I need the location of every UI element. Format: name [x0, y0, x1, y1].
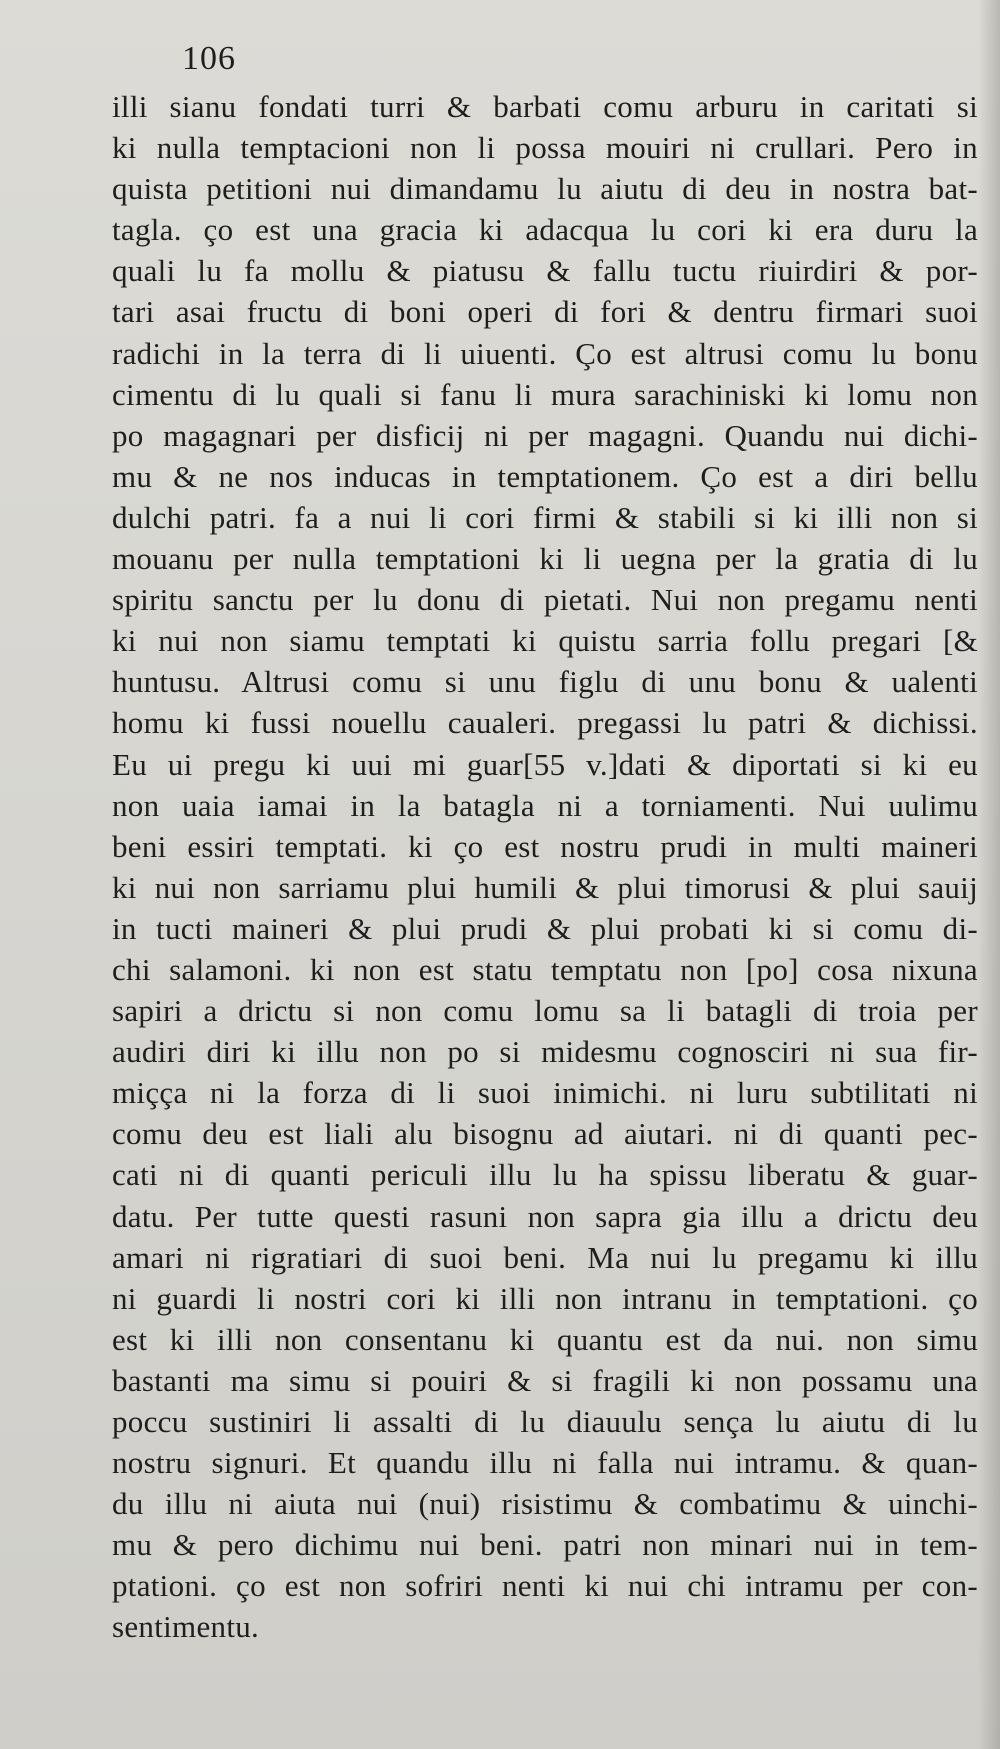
text-line: ptationi. ço est non sofriri nenti ki nui chi intramu per con-: [112, 1568, 978, 1604]
text-line: ki nui non siamu temptati ki quistu sarria follu pregari [&: [112, 623, 978, 659]
text-line: Eu ui pregu ki uui mi guar[55 v.]dati & diportati si ki eu: [112, 746, 978, 782]
text-line: est ki illi non consentanu ki quantu est da nui. non simu: [112, 1321, 978, 1357]
text-line: poccu sustiniri li assalti di lu diauulu sença lu aiutu di lu: [112, 1404, 978, 1439]
text-line: illi sianu fondati turri & barbati comu arburu in caritati si: [112, 89, 978, 124]
text-line: ki nulla temptacioni non li possa mouiri ni crullari. Pero in: [112, 130, 978, 166]
text-line: datu. Per tutte questi rasuni non sapra gia illu a drictu deu: [112, 1198, 978, 1234]
text-line: bastanti ma simu si pouiri & si fragili ki non possamu una: [112, 1362, 978, 1398]
text-line: in tucti maineri & plui prudi & plui probati ki si comu di-: [112, 910, 978, 946]
text-line: amari ni rigratiari di suoi beni. Ma nui lu pregamu ki illu: [112, 1239, 978, 1275]
text-line: mu & pero dichimu nui beni. patri non minari nui in tem-: [112, 1527, 978, 1563]
body-text: [112, 86, 978, 1648]
text-line: dulchi patri. fa a nui li cori firmi & stabili si ki illi non si: [112, 499, 978, 535]
text-line: homu ki fussi nouellu caualeri. pregassi lu patri & dichissi.: [112, 705, 978, 741]
text-line: quali lu fa mollu & piatusu & fallu tuctu riuirdiri & por-: [112, 253, 978, 289]
text-line: miçça ni la forza di li suoi inimichi. ni luru subtilitati ni: [112, 1075, 978, 1111]
text-line: huntusu. Altrusi comu si unu figlu di unu bonu & ualenti: [112, 664, 978, 700]
text-line: po magagnari per disficij ni per magagni. Quandu nui dichi-: [112, 417, 978, 453]
text-line: radichi in la terra di li uiuenti. Ço est altrusi comu lu bonu: [112, 335, 978, 371]
text-line: tagla. ço est una gracia ki adacqua lu cori ki era duru la: [112, 212, 978, 248]
text-line: nostru signuri. Et quandu illu ni falla nui intramu. & quan-: [112, 1445, 978, 1481]
text-line: mu & ne nos inducas in temptationem. Ço est a diri bellu: [112, 458, 978, 494]
text-line: mouanu per nulla temptationi ki li uegna per la gratia di lu: [112, 541, 978, 577]
text-line: non uaia iamai in la batagla ni a torniamenti. Nui uulimu: [112, 787, 978, 823]
text-line: tari asai fructu di boni operi di fori & dentru firmari suoi: [112, 294, 978, 330]
text-line: beni essiri temptati. ki ço est nostru prudi in multi maineri: [112, 828, 978, 864]
text-line: ki nui non sarriamu plui humili & plui timorusi & plui sauij: [112, 869, 978, 905]
text-line: spiritu sanctu per lu donu di pietati. Nui non pregamu nenti: [112, 582, 978, 618]
text-line: comu deu est liali alu bisognu ad aiutari. ni di quanti pec-: [112, 1116, 978, 1152]
text-line: cimentu di lu quali si fanu li mura sarachiniski ki lomu non: [112, 376, 978, 412]
page-number: 106: [182, 40, 236, 77]
text-line: chi salamoni. ki non est statu temptatu non [po] cosa nixuna: [112, 951, 978, 987]
text-line: ni guardi li nostri cori ki illi non intranu in temptationi. ço: [112, 1280, 978, 1316]
text-line: sentimentu.: [112, 1609, 260, 1645]
text-line: du illu ni aiuta nui (nui) risistimu & combatimu & uinchi-: [112, 1486, 978, 1522]
text-line: audiri diri ki illu non po si midesmu cognosciri ni sua fir-: [112, 1034, 978, 1070]
text-line: quista petitioni nui dimandamu lu aiutu di deu in nostra bat-: [112, 171, 978, 207]
text-line: sapiri a drictu si non comu lomu sa li batagli di troia per: [112, 993, 978, 1029]
text-line: cati ni di quanti periculi illu lu ha spissu liberatu & guar-: [112, 1157, 978, 1193]
